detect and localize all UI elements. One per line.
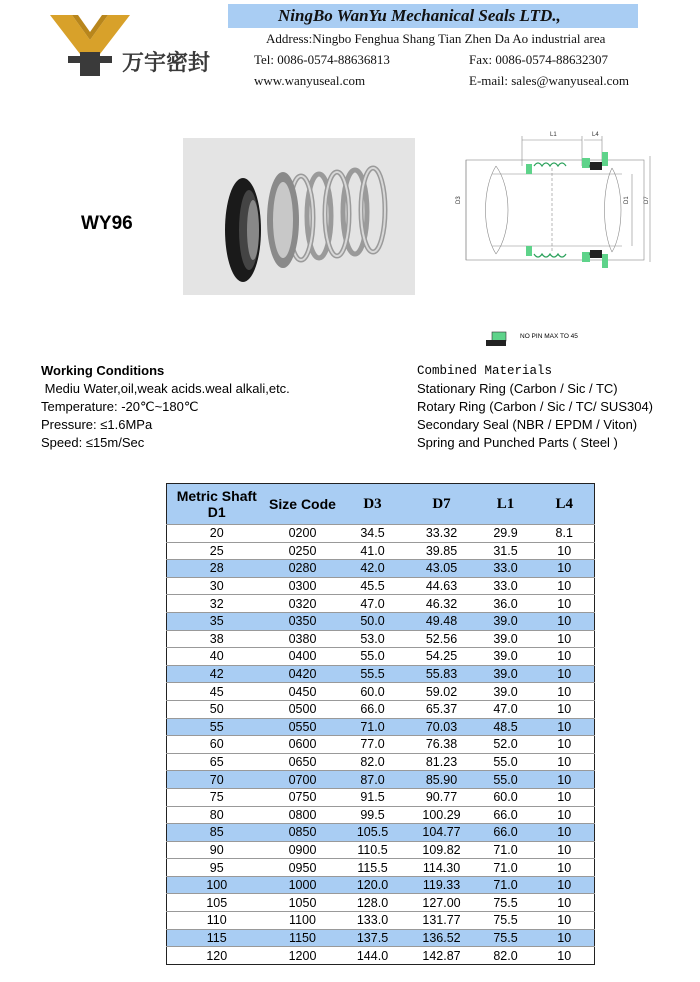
table-header-row (167, 484, 595, 525)
material-stationary-ring: Stationary Ring (Carbon / Sic / TC) (417, 381, 618, 396)
combined-materials-title: Combined Materials (417, 364, 553, 378)
cell-l4: 10 (535, 806, 595, 824)
cell-d7: 54.25 (407, 648, 477, 666)
table-row (167, 771, 595, 789)
cell-size-code: 0950 (267, 859, 339, 877)
cell-l1: 66.0 (477, 806, 535, 824)
cell-d1: 38 (167, 630, 267, 648)
cell-d7: 44.63 (407, 577, 477, 595)
cell-d3: 137.5 (339, 929, 407, 947)
cell-l4: 10 (535, 771, 595, 789)
cell-d3: 55.5 (339, 665, 407, 683)
cell-d7: 100.29 (407, 806, 477, 824)
cell-d1: 55 (167, 718, 267, 736)
table-row (167, 876, 595, 894)
cell-d1: 40 (167, 648, 267, 666)
cell-l4: 10 (535, 753, 595, 771)
table-row (167, 630, 595, 648)
cell-d3: 34.5 (339, 525, 407, 543)
cell-size-code: 0320 (267, 595, 339, 613)
table-row (167, 612, 595, 630)
cell-l1: 71.0 (477, 876, 535, 894)
dimension-table (166, 483, 595, 965)
cell-size-code: 1000 (267, 876, 339, 894)
cell-l1: 39.0 (477, 612, 535, 630)
company-fax: Fax: 0086-0574-88632307 (469, 52, 609, 67)
cell-d7: 52.56 (407, 630, 477, 648)
cell-size-code: 0850 (267, 824, 339, 842)
cell-d3: 66.0 (339, 700, 407, 718)
cell-d1: 105 (167, 894, 267, 912)
cell-l1: 75.5 (477, 894, 535, 912)
table-row (167, 753, 595, 771)
cell-d1: 70 (167, 771, 267, 789)
cell-d3: 77.0 (339, 736, 407, 754)
cell-l1: 75.5 (477, 929, 535, 947)
cell-l4: 10 (535, 788, 595, 806)
cell-l4: 10 (535, 665, 595, 683)
cell-d7: 76.38 (407, 736, 477, 754)
drawing-label-d3: D3 (456, 196, 462, 204)
table-row (167, 718, 595, 736)
cell-d1: 50 (167, 700, 267, 718)
cell-l1: 52.0 (477, 736, 535, 754)
cell-d1: 25 (167, 542, 267, 560)
material-spring-parts: Spring and Punched Parts ( Steel ) (417, 435, 618, 450)
cell-l1: 66.0 (477, 824, 535, 842)
cell-l4: 10 (535, 612, 595, 630)
drawing-label-l4: L4 (592, 132, 599, 138)
cell-d7: 49.48 (407, 612, 477, 630)
cell-d7: 59.02 (407, 683, 477, 701)
cell-d7: 65.37 (407, 700, 477, 718)
cell-l1: 60.0 (477, 788, 535, 806)
table-row (167, 560, 595, 578)
cell-l1: 36.0 (477, 595, 535, 613)
cell-d1: 20 (167, 525, 267, 543)
cell-d7: 33.32 (407, 525, 477, 543)
company-address: Address:Ningbo Fenghua Shang Tian Zhen Da Ao industrial area (266, 31, 606, 46)
table-row (167, 788, 595, 806)
cell-l1: 47.0 (477, 700, 535, 718)
cell-l1: 71.0 (477, 859, 535, 877)
cell-size-code: 0500 (267, 700, 339, 718)
cell-d7: 131.77 (407, 912, 477, 930)
cell-l1: 39.0 (477, 665, 535, 683)
cell-d7: 127.00 (407, 894, 477, 912)
cell-size-code: 0280 (267, 560, 339, 578)
cell-l1: 39.0 (477, 683, 535, 701)
table-row (167, 525, 595, 543)
cell-l4: 10 (535, 577, 595, 595)
company-name-banner: NingBo WanYu Mechanical Seals LTD., (228, 4, 638, 28)
cell-l1: 71.0 (477, 841, 535, 859)
col-header-d3: D3 (339, 484, 407, 525)
company-website[interactable]: www.wanyuseal.com (254, 73, 366, 88)
cell-l4: 10 (535, 683, 595, 701)
drawing-label-d1: D1 (624, 196, 630, 204)
cell-d3: 110.5 (339, 841, 407, 859)
cell-d3: 115.5 (339, 859, 407, 877)
cell-size-code: 1100 (267, 912, 339, 930)
cell-l4: 10 (535, 824, 595, 842)
cell-d7: 39.85 (407, 542, 477, 560)
cell-l1: 55.0 (477, 753, 535, 771)
cell-d1: 95 (167, 859, 267, 877)
cell-d7: 43.05 (407, 560, 477, 578)
cell-d3: 53.0 (339, 630, 407, 648)
cell-d1: 45 (167, 683, 267, 701)
cell-d3: 144.0 (339, 947, 407, 965)
product-model: WY96 (81, 213, 133, 234)
cell-size-code: 0550 (267, 718, 339, 736)
cell-d3: 50.0 (339, 612, 407, 630)
cell-l4: 10 (535, 841, 595, 859)
condition-speed: Speed: ≤15m/Sec (41, 435, 145, 450)
logo-text: 万宇密封 (122, 51, 211, 76)
cell-d1: 32 (167, 595, 267, 613)
cell-d7: 136.52 (407, 929, 477, 947)
cell-l4: 10 (535, 595, 595, 613)
col-header-l1: L1 (477, 484, 535, 525)
cell-l4: 8.1 (535, 525, 595, 543)
product-photo (183, 138, 415, 295)
cell-d1: 85 (167, 824, 267, 842)
cell-size-code: 0600 (267, 736, 339, 754)
cell-size-code: 0400 (267, 648, 339, 666)
col-header-d7: D7 (407, 484, 477, 525)
drawing-label-d7: D7 (644, 196, 650, 204)
cell-d7: 142.87 (407, 947, 477, 965)
cell-d1: 60 (167, 736, 267, 754)
cell-size-code: 0800 (267, 806, 339, 824)
col-header-size-code: Size Code (267, 484, 339, 525)
cell-d3: 133.0 (339, 912, 407, 930)
cell-d1: 30 (167, 577, 267, 595)
cell-size-code: 0650 (267, 753, 339, 771)
cell-d3: 120.0 (339, 876, 407, 894)
cell-size-code: 0380 (267, 630, 339, 648)
table-row (167, 929, 595, 947)
cell-d1: 65 (167, 753, 267, 771)
no-pin-seat-icon (484, 330, 516, 348)
table-row (167, 700, 595, 718)
cell-size-code: 0900 (267, 841, 339, 859)
cell-d7: 90.77 (407, 788, 477, 806)
cell-d1: 90 (167, 841, 267, 859)
cell-l4: 10 (535, 560, 595, 578)
cell-size-code: 0350 (267, 612, 339, 630)
cell-size-code: 0200 (267, 525, 339, 543)
cell-size-code: 0300 (267, 577, 339, 595)
cell-d1: 115 (167, 929, 267, 947)
cell-l1: 31.5 (477, 542, 535, 560)
cell-l4: 10 (535, 736, 595, 754)
table-row (167, 648, 595, 666)
table-row (167, 542, 595, 560)
company-logo (50, 12, 211, 77)
cell-size-code: 1200 (267, 947, 339, 965)
cell-d1: 120 (167, 947, 267, 965)
cell-l1: 33.0 (477, 560, 535, 578)
cell-l4: 10 (535, 718, 595, 736)
cell-d3: 60.0 (339, 683, 407, 701)
cell-d1: 80 (167, 806, 267, 824)
material-secondary-seal: Secondary Seal (NBR / EPDM / Viton) (417, 417, 638, 432)
col-header-d1: Metric Shaft D1 (167, 484, 267, 525)
cell-size-code: 0250 (267, 542, 339, 560)
company-email[interactable]: E-mail: sales@wanyuseal.com (469, 73, 629, 88)
cell-d3: 55.0 (339, 648, 407, 666)
col-header-l4: L4 (535, 484, 595, 525)
material-rotary-ring: Rotary Ring (Carbon / Sic / TC/ SUS304) (417, 399, 654, 414)
cell-d3: 41.0 (339, 542, 407, 560)
cell-l4: 10 (535, 542, 595, 560)
table-row (167, 859, 595, 877)
cell-size-code: 1150 (267, 929, 339, 947)
cell-d3: 87.0 (339, 771, 407, 789)
cell-l1: 39.0 (477, 630, 535, 648)
cell-d3: 105.5 (339, 824, 407, 842)
cell-l1: 39.0 (477, 648, 535, 666)
table-row (167, 577, 595, 595)
cell-d1: 28 (167, 560, 267, 578)
cell-size-code: 0750 (267, 788, 339, 806)
cell-d1: 35 (167, 612, 267, 630)
table-row (167, 824, 595, 842)
company-tel: Tel: 0086-0574-88636813 (254, 52, 390, 67)
cell-d7: 85.90 (407, 771, 477, 789)
cell-d3: 71.0 (339, 718, 407, 736)
cell-d7: 55.83 (407, 665, 477, 683)
cell-l4: 10 (535, 630, 595, 648)
cell-d3: 91.5 (339, 788, 407, 806)
table-row (167, 894, 595, 912)
cell-l4: 10 (535, 912, 595, 930)
cell-size-code: 1050 (267, 894, 339, 912)
condition-pressure: Pressure: ≤1.6MPa (41, 417, 153, 432)
cell-size-code: 0420 (267, 665, 339, 683)
cell-d7: 104.77 (407, 824, 477, 842)
table-row (167, 736, 595, 754)
cell-l4: 10 (535, 700, 595, 718)
cell-d3: 42.0 (339, 560, 407, 578)
combined-materials (417, 362, 653, 452)
cell-l1: 55.0 (477, 771, 535, 789)
table-row (167, 806, 595, 824)
table-row (167, 595, 595, 613)
cell-l4: 10 (535, 894, 595, 912)
cell-d1: 110 (167, 912, 267, 930)
cell-d1: 100 (167, 876, 267, 894)
cell-d7: 81.23 (407, 753, 477, 771)
cell-size-code: 0700 (267, 771, 339, 789)
condition-temperature: Temperature: -20℃~180℃ (41, 399, 199, 414)
working-conditions (41, 362, 290, 452)
cell-l4: 10 (535, 947, 595, 965)
cell-d1: 42 (167, 665, 267, 683)
pin-note: NO PIN MAX TO 45 (520, 333, 578, 340)
cell-l4: 10 (535, 859, 595, 877)
condition-medium: Mediu Water,oil,weak acids.weal alkali,etc. (41, 381, 290, 396)
drawing-label-l1: L1 (550, 132, 557, 138)
cell-l1: 75.5 (477, 912, 535, 930)
table-row (167, 683, 595, 701)
cell-d7: 119.33 (407, 876, 477, 894)
cell-l4: 10 (535, 929, 595, 947)
cell-d3: 47.0 (339, 595, 407, 613)
table-row (167, 841, 595, 859)
cell-d7: 46.32 (407, 595, 477, 613)
cell-d7: 114.30 (407, 859, 477, 877)
cell-l4: 10 (535, 648, 595, 666)
cell-d7: 109.82 (407, 841, 477, 859)
cell-d3: 82.0 (339, 753, 407, 771)
cell-d3: 45.5 (339, 577, 407, 595)
cell-l4: 10 (535, 876, 595, 894)
cell-l1: 33.0 (477, 577, 535, 595)
cell-d1: 75 (167, 788, 267, 806)
seal-dimension-drawing (452, 128, 654, 268)
cell-d7: 70.03 (407, 718, 477, 736)
cell-d3: 99.5 (339, 806, 407, 824)
working-conditions-title: Working Conditions (41, 363, 165, 378)
cell-l1: 82.0 (477, 947, 535, 965)
table-row (167, 665, 595, 683)
table-row (167, 912, 595, 930)
cell-d3: 128.0 (339, 894, 407, 912)
cell-size-code: 0450 (267, 683, 339, 701)
table-row (167, 947, 595, 965)
cell-l1: 29.9 (477, 525, 535, 543)
cell-l1: 48.5 (477, 718, 535, 736)
